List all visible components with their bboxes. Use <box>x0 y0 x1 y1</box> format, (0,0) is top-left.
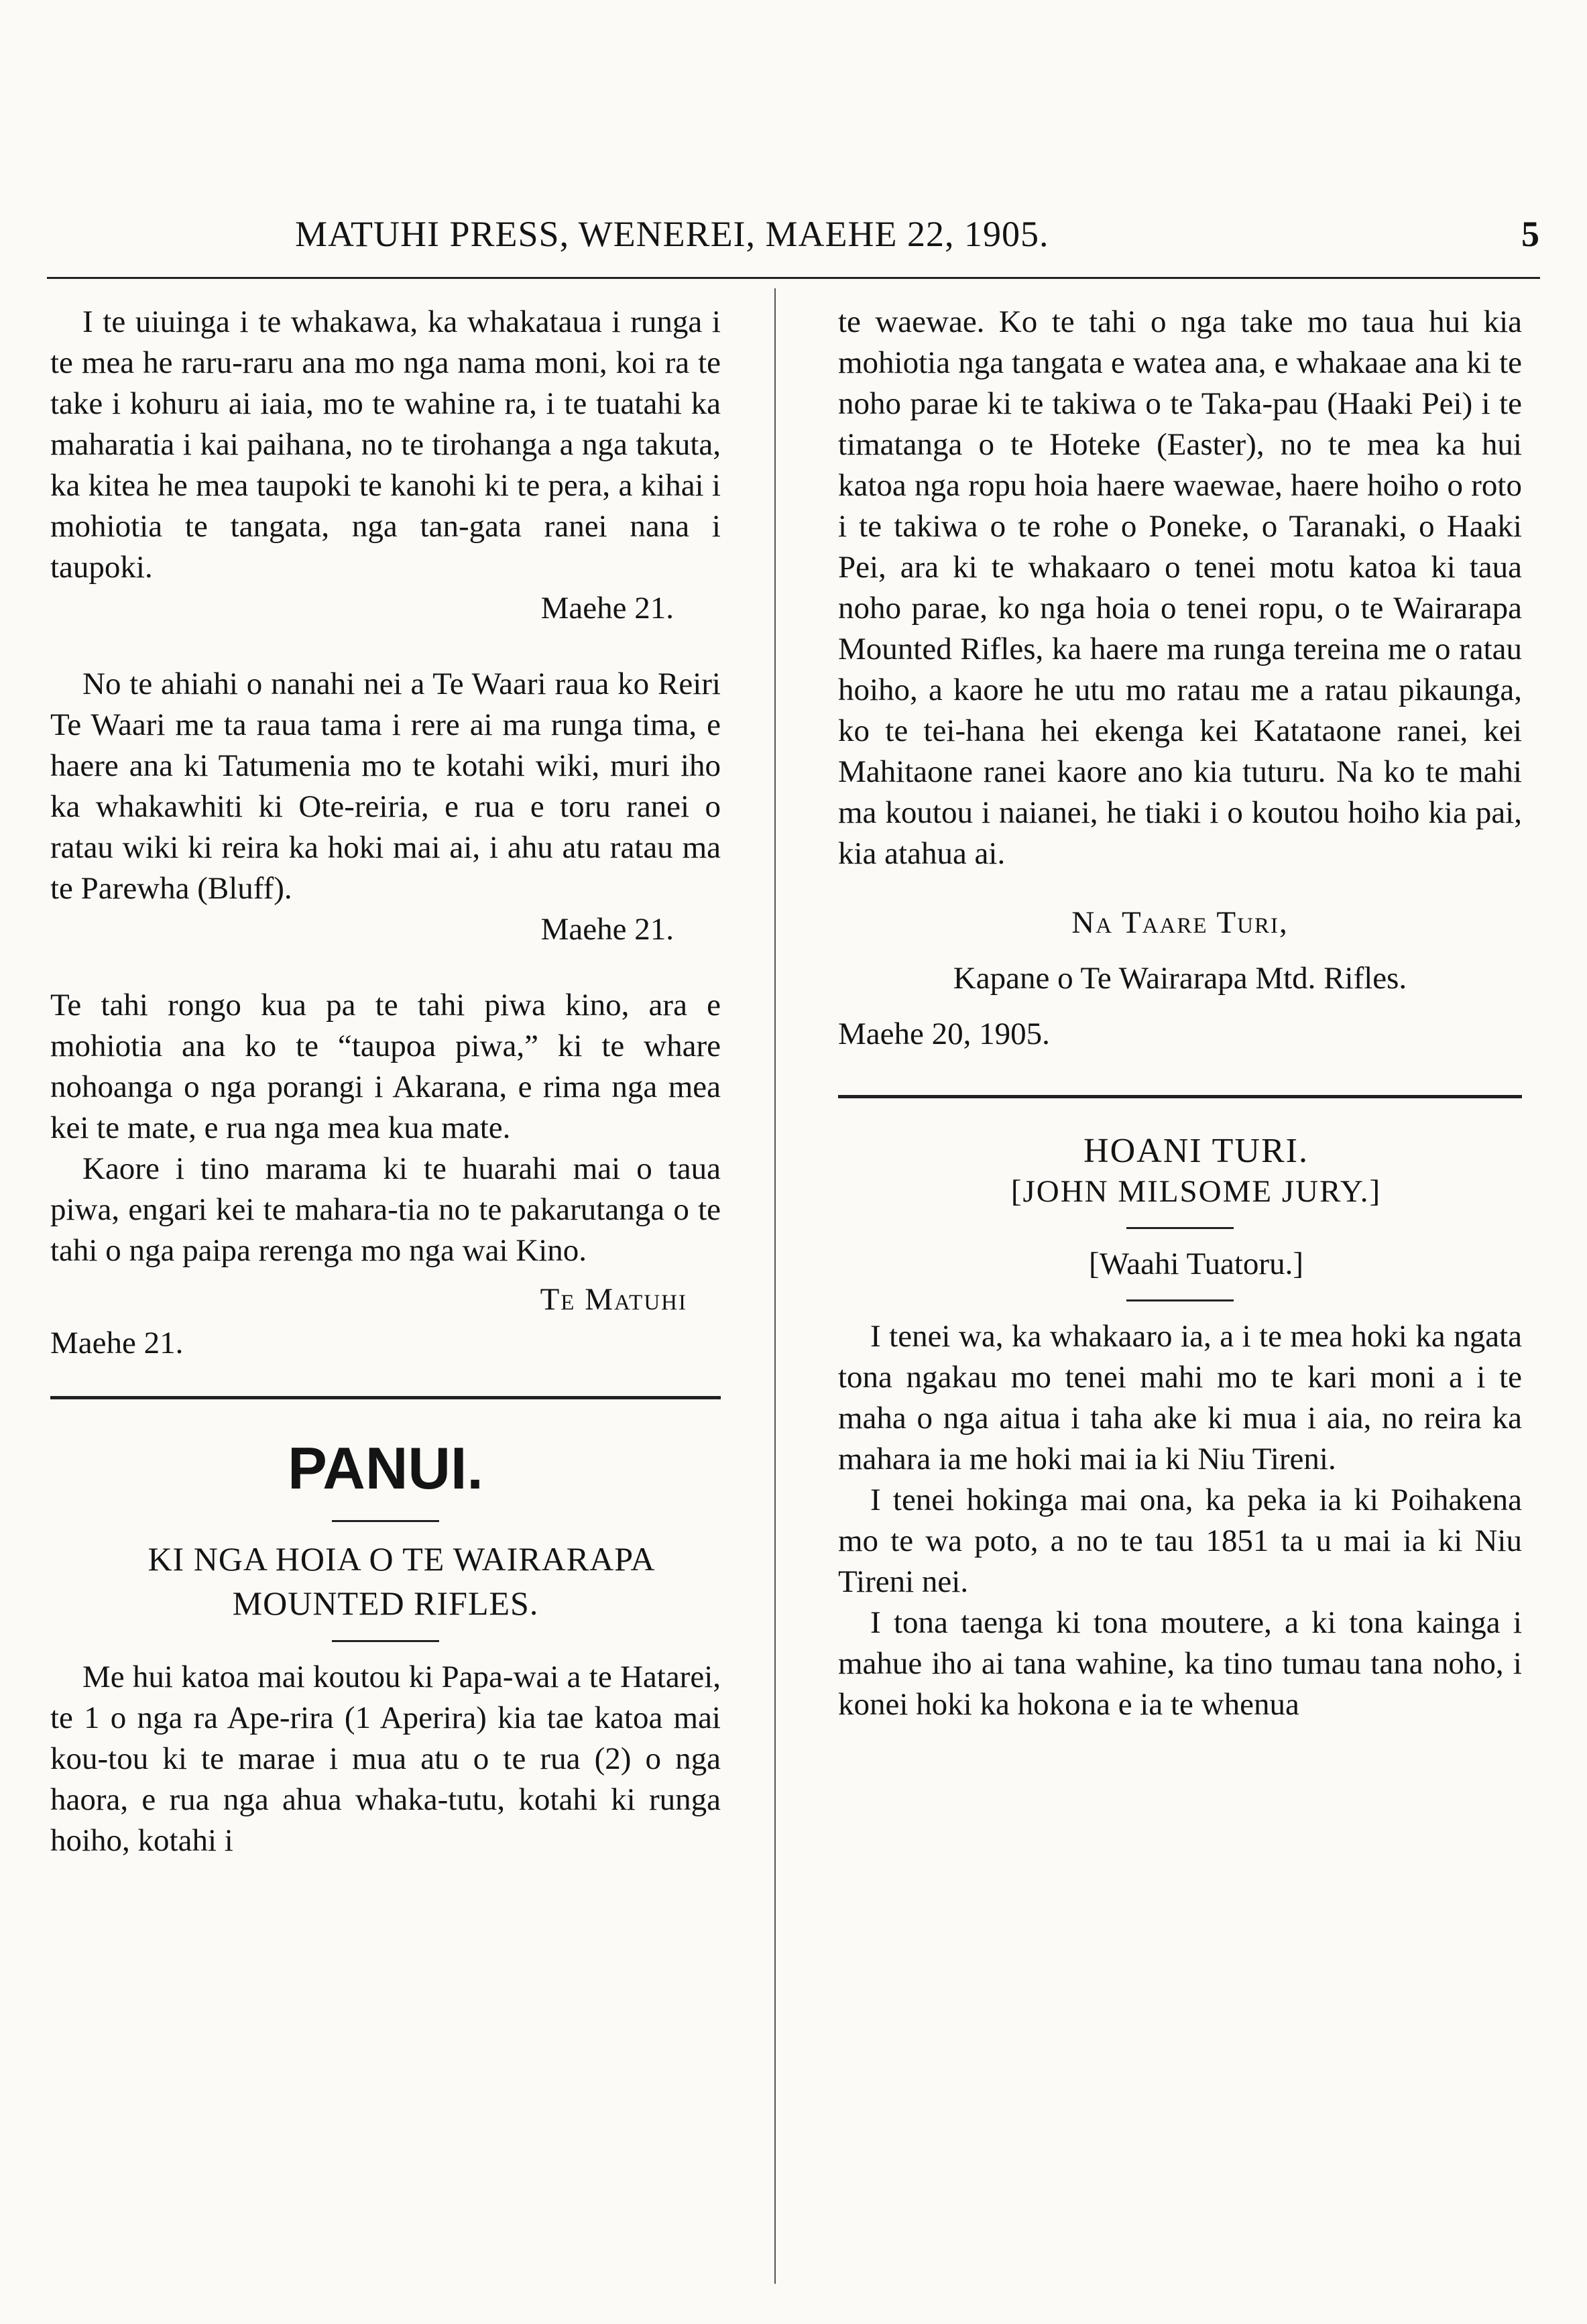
left-column <box>50 302 721 1861</box>
news-paragraph-2: No te ahiahi o nanahi nei a Te Waari raua ko Reiri Te Waari me ta raua tama i rere ai ma runga tima, e haere ana ki Tatumenia mo te kotahi wiki, muri iho ka whakawhiti ki Ote-reiria, e rua e toru ranei o ratau wiki ki reira ka hoki mai ai, i ahu atu ratau ma te Parewha (Bluff). <box>50 666 721 906</box>
dateline-1: Maehe 21. <box>540 591 674 626</box>
signature-date: Maehe 20, 1905. <box>838 1016 1050 1051</box>
story-paragraph-2: I tenei hokinga mai ona, ka peka ia ki Poihakena mo te wa poto, a no te tau 1851 ta u mai ia ki Niu Tireni nei. <box>838 1483 1522 1599</box>
short-rule <box>1126 1299 1234 1301</box>
signature-block <box>838 903 1522 1055</box>
dateline-2: Maehe 21. <box>540 912 674 947</box>
story-title: HOANI TURI. <box>1083 1132 1309 1170</box>
signature-name: Na Taare Turi, <box>1071 905 1289 940</box>
page-number: 5 <box>1521 214 1540 254</box>
header-title: MATUHI PRESS, WENEREI, MAEHE 22, 1905. <box>295 214 1049 254</box>
column-divider <box>774 288 776 2284</box>
story-paragraph-1: I tenei wa, ka whakaaro ia, a i te mea hoki ka ngata tona ngakau mo tenei mahi mo te kari moni a i te maha o nga aitua i taha ake ki mua i aia, no reira ka mahara ia me hoki mai ia ki Niu Tireni. <box>838 1319 1522 1476</box>
section-rule <box>50 1396 721 1399</box>
news-paragraph-3b: Kaore i tino marama ki te huarahi mai o taua piwa, engari kei te mahara-tia no te pakarutanga o te tahi o nga paipa rerenga mo nga wai Kino. <box>50 1151 721 1268</box>
news-paragraph-3a: Te tahi rongo kua pa te tahi piwa kino, ara e mohiotia ana ko te “taupoa piwa,” ki te whare nohoanga o nga porangi i Akarana, e rima nga mea kei te mate, e rua nga mea kua mate. <box>50 988 721 1145</box>
story-paragraph-3: I tona taenga ki tona moutere, a ki tona kainga i mahue iho ai tana wahine, ka tino tumau tana noho, i konei hoki ka hokona e ia te whenua <box>838 1605 1522 1722</box>
panui-subheading: KI NGA HOIA O TE WAIRARAPA MOUNTED RIFLES. <box>148 1540 656 1622</box>
news-paragraph-1: I te uiuinga i te whakawa, ka whakataua i runga i te mea he raru-raru ana mo nga nama moni, koi ra te take i kohuru ai iaia, mo te wahine ra, i te tuatahi ka maharatia i kai paihana, no te tirohanga a nga takuta, ka kitea he mea taupoki te kanohi ki te pera, a kihai i mohiotia te tangata, nga tan-gata ranei nana i taupoki. <box>50 304 721 585</box>
signature-te-matuhi: Te Matuhi <box>540 1282 687 1317</box>
story-part: [Waahi Tuatoru.] <box>1089 1246 1303 1281</box>
dateline-3: Maehe 21. <box>50 1326 184 1360</box>
header-rule <box>47 277 1540 279</box>
signature-title: Kapane o Te Wairarapa Mtd. Rifles. <box>953 961 1407 996</box>
page-header <box>47 213 1540 267</box>
panui-heading: PANUI. <box>288 1435 483 1501</box>
story-subtitle: [JOHN MILSOME JURY.] <box>1010 1174 1382 1209</box>
panui-paragraph: Me hui katoa mai koutou ki Papa-wai a te Hatarei, te 1 o nga ra Ape-rira (1 Aperira) kia tae katoa mai kou-tou ki te marae i mua atu o te rua (2) o nga haora, e rua nga ahua whaka-tutu, kotahi ki runga hoiho, kotahi i <box>50 1660 721 1858</box>
short-rule <box>1126 1227 1234 1229</box>
section-rule <box>838 1095 1522 1098</box>
right-column <box>838 302 1522 1725</box>
short-rule <box>332 1520 439 1522</box>
panui-paragraph-continued: te waewae. Ko te tahi o nga take mo taua hui kia mohiotia nga tangata e watea ana, e whakaae ana ki te noho parae ki te takiwa o te Taka-pau (Haaki Pei) i te timatanga o te Hoteke (Easter), no te mea ka hui katoa nga ropu hoia haere waewae, haere hoiho o roto i te takiwa o te rohe o Poneke, o Taranaki, o Haaki Pei, ara ki te whakaaro o tenei motu katoa ki taua noho parae, ko nga hoia o tenei ropu, o te Wairarapa Mounted Rifles, ka haere ma runga tereina me o ratau hoiho, a kaore he utu mo ratau me a ratau pikaunga, ko te tei-hana hei ekenga kei Katataone ranei, kei Mahitaone ranei kaore ano kia tuturu. Na ko te mahi ma koutou i naianei, he tiaki i o koutou hoiho kia pai, kia atahua ai. <box>838 304 1522 871</box>
short-rule <box>332 1640 439 1642</box>
